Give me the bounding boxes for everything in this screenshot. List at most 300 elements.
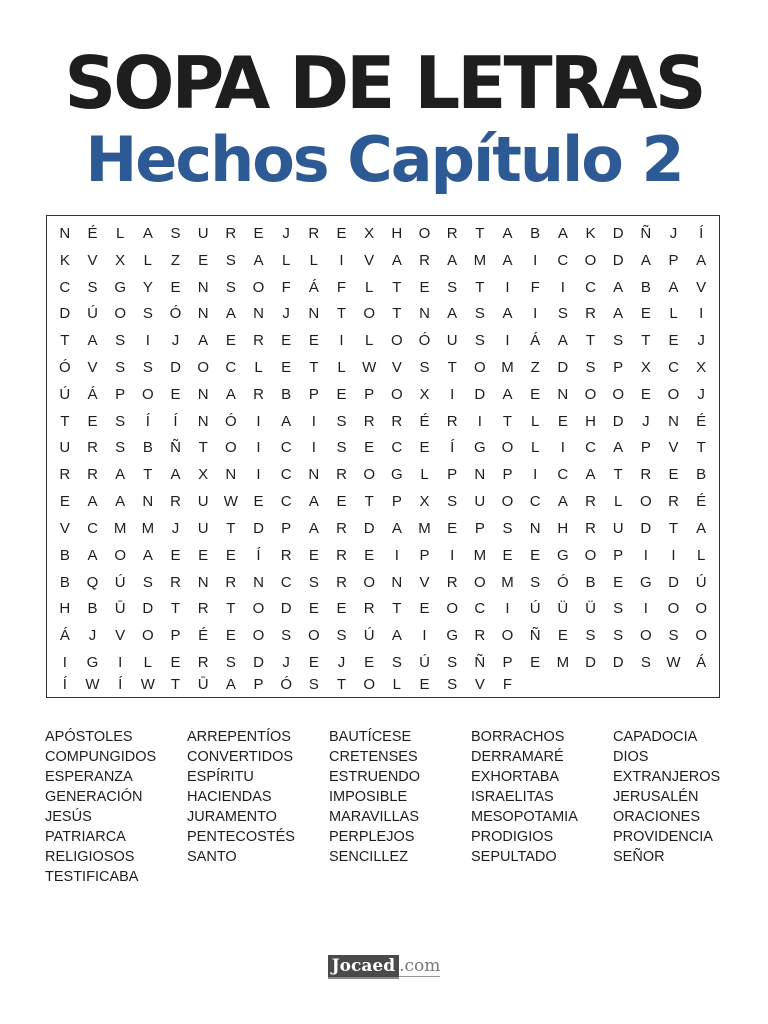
grid-letter: O xyxy=(252,627,265,645)
grid-letter: D xyxy=(280,600,292,618)
grid-letter: A xyxy=(557,332,568,350)
grid-letter: R xyxy=(640,466,652,484)
grid-letter: N xyxy=(557,385,569,403)
grid-letter: O xyxy=(141,627,154,645)
grid-letter: É xyxy=(696,493,707,511)
grid-letter: G xyxy=(86,654,99,672)
grid-letter: R xyxy=(585,493,596,511)
grid-letter: Ú xyxy=(529,600,541,618)
grid-letter: Á xyxy=(696,654,707,672)
grid-letter: T xyxy=(60,412,70,430)
grid-letter: C xyxy=(280,439,292,457)
grid-letter: S xyxy=(142,359,153,377)
word-list-item: JESÚS xyxy=(45,809,92,825)
grid-letter: P xyxy=(419,546,430,564)
grid-letter: R xyxy=(446,573,458,591)
grid-letter: N xyxy=(308,305,320,323)
grid-letter: L xyxy=(696,546,706,564)
grid-letter: S xyxy=(668,627,679,645)
grid-letter: P xyxy=(640,439,651,457)
grid-letter: E xyxy=(447,519,458,537)
grid-letter: T xyxy=(170,676,181,693)
grid-letter: R xyxy=(225,573,237,591)
grid-letter: U xyxy=(474,493,486,511)
grid-letter: B xyxy=(59,546,70,564)
grid-letter: W xyxy=(362,359,377,377)
grid-letter: M xyxy=(473,251,487,269)
grid-letter: I xyxy=(394,546,399,564)
grid-letter: W xyxy=(666,654,681,672)
grid-letter: A xyxy=(502,305,513,323)
grid-letter: N xyxy=(197,385,209,403)
grid-letter: E xyxy=(170,654,181,672)
grid-letter: T xyxy=(502,412,513,430)
word-search-grid xyxy=(46,215,720,698)
grid-letter: I xyxy=(450,385,455,403)
grid-letter: E xyxy=(308,332,319,350)
grid-letter: R xyxy=(197,654,209,672)
grid-letter: G xyxy=(446,627,458,645)
grid-letter: Í xyxy=(145,412,150,430)
grid-letter: I xyxy=(339,332,344,350)
grid-letter: T xyxy=(198,439,208,457)
grid-letter: E xyxy=(364,654,375,672)
grid-letter: Ü xyxy=(557,600,569,618)
grid-letter: A xyxy=(87,546,98,564)
word-list-item xyxy=(329,867,471,887)
grid-letter: Á xyxy=(530,332,541,350)
grid-letter: R xyxy=(308,224,320,242)
grid-letter: Ó xyxy=(280,676,292,693)
grid-letter: U xyxy=(446,332,458,350)
grid-letter: E xyxy=(281,332,292,350)
grid-letter: O xyxy=(114,305,126,323)
grid-letter: X xyxy=(696,359,707,377)
grid-letter: P xyxy=(391,493,402,511)
grid-letter: S xyxy=(142,305,153,323)
grid-letter: S xyxy=(281,627,292,645)
grid-letter: D xyxy=(170,359,181,377)
grid-letter: D xyxy=(142,600,154,618)
grid-letter: S xyxy=(419,359,430,377)
grid-letter: R xyxy=(419,251,430,269)
grid-letter: V xyxy=(474,676,485,693)
grid-letter: Í xyxy=(256,546,261,564)
grid-letter: F xyxy=(281,278,291,296)
grid-letter: Ó xyxy=(556,573,569,591)
grid-letter: T xyxy=(668,519,679,537)
grid-letter: R xyxy=(336,519,347,537)
grid-letter: L xyxy=(364,332,374,350)
grid-letter: Ú xyxy=(87,305,98,323)
grid-letter: E xyxy=(87,412,98,430)
grid-letter: D xyxy=(253,654,264,672)
grid-letter: C xyxy=(474,600,486,618)
word-list-item: IMPOSIBLE xyxy=(329,789,408,805)
grid-letter: O xyxy=(639,493,652,511)
grid-letter: S xyxy=(502,519,513,537)
grid-letter: O xyxy=(473,573,486,591)
grid-letter: W xyxy=(85,676,100,693)
grid-letter: X xyxy=(640,359,651,377)
grid-letter: N xyxy=(474,466,486,484)
grid-letter: P xyxy=(502,654,513,672)
grid-letter: E xyxy=(364,546,375,564)
grid-letter: A xyxy=(198,332,209,350)
grid-letter: S xyxy=(115,412,126,430)
grid-letter: O xyxy=(501,627,514,645)
grid-letter: C xyxy=(557,466,569,484)
grid-letter: E xyxy=(419,439,430,457)
grid-letter: S xyxy=(225,654,236,672)
grid-letter: I xyxy=(505,332,510,350)
grid-letter: V xyxy=(696,278,707,296)
word-list-item: PENTECOSTÉS xyxy=(187,829,295,845)
grid-letter: N xyxy=(225,466,237,484)
grid-letter: O xyxy=(307,627,320,645)
grid-letter: Ñ xyxy=(529,627,541,645)
grid-letter: O xyxy=(390,332,403,350)
grid-letter: A xyxy=(142,546,153,564)
grid-letter: O xyxy=(473,359,486,377)
grid-letter: X xyxy=(198,466,209,484)
grid-letter: R xyxy=(197,600,209,618)
grid-letter: U xyxy=(197,224,209,242)
grid-letter: O xyxy=(667,385,680,403)
grid-letter: E xyxy=(281,359,292,377)
grid-letter: Ú xyxy=(363,627,375,645)
grid-letter: R xyxy=(336,546,347,564)
grid-letter: E xyxy=(225,332,236,350)
grid-letter: I xyxy=(560,439,565,457)
grid-letter: S xyxy=(225,278,236,296)
grid-letter: Ú xyxy=(114,573,126,591)
grid-letter: É xyxy=(198,627,209,645)
grid-letter: R xyxy=(59,466,71,484)
grid-letter: S xyxy=(447,654,458,672)
grid-letter: A xyxy=(640,251,651,269)
grid-letter: L xyxy=(143,654,152,672)
grid-letter: O xyxy=(584,385,597,403)
grid-letter: O xyxy=(363,305,375,323)
grid-letter: L xyxy=(309,251,318,269)
word-list-item: BORRACHOS xyxy=(471,729,565,745)
grid-letter: Ū xyxy=(197,676,209,693)
grid-letter: C xyxy=(280,573,292,591)
grid-letter: I xyxy=(533,251,538,269)
grid-letter: E xyxy=(198,251,209,269)
grid-letter: T xyxy=(309,359,319,377)
grid-letter: A xyxy=(391,251,402,269)
grid-letter: Y xyxy=(142,278,153,296)
grid-letter: R xyxy=(87,439,98,457)
grid-letter: A xyxy=(225,385,236,403)
grid-letter: F xyxy=(530,278,540,296)
grid-letter: L xyxy=(392,676,401,693)
grid-letter: O xyxy=(363,466,375,484)
grid-letter: O xyxy=(418,224,431,242)
grid-letter: I xyxy=(450,546,455,564)
word-list-item: SEÑOR xyxy=(613,849,665,865)
grid-letter: B xyxy=(696,466,707,484)
grid-letter: J xyxy=(642,412,650,430)
grid-letter: N xyxy=(59,224,71,242)
grid-letter: Ó xyxy=(169,305,182,323)
grid-letter: V xyxy=(364,251,375,269)
grid-letter: T xyxy=(226,600,236,618)
grid-letter: C xyxy=(585,278,596,296)
grid-letter: C xyxy=(529,493,541,511)
grid-letter: B xyxy=(530,224,541,242)
grid-letter: A xyxy=(613,278,624,296)
grid-letter: V xyxy=(59,519,70,537)
grid-letter: P xyxy=(502,466,513,484)
grid-letter: S xyxy=(336,627,347,645)
grid-letter: F xyxy=(502,676,513,693)
grid-letter: R xyxy=(253,332,264,350)
grid-letter: S xyxy=(613,627,624,645)
grid-letter: A xyxy=(502,385,513,403)
word-list-item: PERPLEJOS xyxy=(329,829,415,845)
grid-letter: S xyxy=(447,676,458,693)
grid-letter: Í xyxy=(118,676,123,693)
grid-letter: O xyxy=(584,251,597,269)
grid-letter: L xyxy=(530,412,540,430)
word-list-item xyxy=(613,867,755,887)
grid-letter: Í xyxy=(173,412,178,430)
grid-letter: L xyxy=(669,305,678,323)
grid-letter: Ñ xyxy=(170,439,181,457)
grid-letter: P xyxy=(474,519,485,537)
word-list-item xyxy=(471,867,613,887)
grid-letter: Ú xyxy=(59,385,71,403)
word-list-item: EXHORTABA xyxy=(471,769,560,785)
grid-letter: S xyxy=(613,332,624,350)
grid-letter: R xyxy=(446,224,458,242)
grid-letter: T xyxy=(696,439,706,457)
grid-letter: I xyxy=(256,412,261,430)
grid-letter: I xyxy=(118,654,123,672)
grid-letter: B xyxy=(281,385,292,403)
grid-letter: Z xyxy=(530,359,540,377)
grid-letter: É xyxy=(419,412,430,430)
grid-letter: Í xyxy=(699,224,704,242)
grid-letter: P xyxy=(668,251,679,269)
word-list-item: CONVERTIDOS xyxy=(187,749,294,765)
grid-letter: M xyxy=(473,546,487,564)
grid-letter: U xyxy=(59,439,71,457)
word-list-item: ISRAELITAS xyxy=(471,789,554,805)
word-list-item: BAUTÍCESE xyxy=(329,729,412,745)
grid-letter: B xyxy=(640,278,651,296)
grid-letter: N xyxy=(197,305,209,323)
grid-letter: D xyxy=(474,385,486,403)
word-list-item: ESTRUENDO xyxy=(329,769,421,785)
grid-letter: N xyxy=(197,573,209,591)
grid-letter: A xyxy=(391,519,402,537)
word-list-item: PROVIDENCIA xyxy=(613,829,713,845)
grid-letter: M xyxy=(418,519,431,537)
grid-letter: N xyxy=(197,278,209,296)
grid-letter: I xyxy=(339,251,344,269)
grid-letter: P xyxy=(115,385,126,403)
grid-letter: G xyxy=(473,439,486,457)
grid-letter: S xyxy=(474,305,485,323)
grid-letter: C xyxy=(225,359,237,377)
grid-letter: C xyxy=(668,359,679,377)
grid-letter: O xyxy=(695,600,707,618)
grid-letter: J xyxy=(171,519,180,537)
grid-letter: R xyxy=(668,493,679,511)
grid-letter: O xyxy=(446,600,458,618)
grid-letter: Ú xyxy=(695,573,707,591)
grid-letter: D xyxy=(668,573,679,591)
grid-letter: E xyxy=(59,493,70,511)
grid-letter: W xyxy=(140,676,155,693)
grid-letter: N xyxy=(253,573,264,591)
grid-letter: B xyxy=(142,439,153,457)
grid-letter: Z xyxy=(170,251,181,269)
grid-letter: T xyxy=(392,305,402,323)
grid-letter: J xyxy=(282,654,290,672)
grid-letter: N xyxy=(391,573,403,591)
grid-letter: S xyxy=(142,573,153,591)
word-list-item: RELIGIOSOS xyxy=(45,849,135,865)
grid-letter: S xyxy=(115,332,126,350)
grid-letter: M xyxy=(556,654,570,672)
grid-letter: A xyxy=(115,493,126,511)
grid-letter: S xyxy=(225,251,236,269)
word-list-item: SANTO xyxy=(187,849,237,865)
grid-letter: R xyxy=(363,600,375,618)
grid-letter: A xyxy=(281,412,292,430)
grid-letter: D xyxy=(59,305,71,323)
grid-letter: S xyxy=(585,359,596,377)
grid-letter: J xyxy=(697,332,705,350)
grid-letter: G xyxy=(390,466,403,484)
grid-letter: S xyxy=(530,573,541,591)
grid-letter: T xyxy=(641,332,651,350)
grid-letter: R xyxy=(225,224,237,242)
grid-letter: P xyxy=(613,546,624,564)
grid-letter: U xyxy=(197,519,209,537)
grid-letter: D xyxy=(612,412,624,430)
word-list-item: TESTIFICABA xyxy=(45,869,139,885)
grid-letter: J xyxy=(282,224,290,242)
grid-letter: O xyxy=(501,439,514,457)
grid-letter: K xyxy=(59,251,70,269)
grid-letter: S xyxy=(170,224,181,242)
grid-letter: X xyxy=(419,385,430,403)
grid-letter: E xyxy=(419,676,430,693)
grid-letter: G xyxy=(556,546,569,564)
grid-letter: Í xyxy=(62,676,67,693)
grid-letter: L xyxy=(281,251,291,269)
grid-letter: S xyxy=(308,676,319,693)
grid-letter: E xyxy=(336,600,347,618)
grid-letter: E xyxy=(308,600,319,618)
logo-domain: .com xyxy=(399,956,441,976)
page-subtitle: Hechos Capítulo 2 xyxy=(85,123,683,196)
word-list-item: MARAVILLAS xyxy=(329,809,419,825)
grid-letter: C xyxy=(391,439,403,457)
grid-letter: V xyxy=(115,627,126,645)
grid-letter: Á xyxy=(308,278,319,296)
grid-letter: S xyxy=(447,278,458,296)
grid-letter: W xyxy=(223,493,238,511)
grid-letter: B xyxy=(59,573,70,591)
grid-letter: É xyxy=(696,412,707,430)
grid-letter: N xyxy=(308,466,320,484)
grid-letter: E xyxy=(336,493,347,511)
word-list-item: ESPÍRITU xyxy=(187,769,254,785)
grid-letter: G xyxy=(639,573,652,591)
grid-letter: T xyxy=(392,278,402,296)
grid-letter: N xyxy=(197,412,209,430)
grid-letter: E xyxy=(640,385,651,403)
grid-letter: T xyxy=(364,493,374,511)
grid-letter: A xyxy=(696,251,707,269)
grid-letter: S xyxy=(87,278,98,296)
grid-letter: R xyxy=(170,573,181,591)
grid-letter: E xyxy=(170,385,181,403)
grid-letter: I xyxy=(533,305,538,323)
grid-letter: U xyxy=(197,493,209,511)
grid-letter: O xyxy=(363,573,375,591)
grid-letter: X xyxy=(419,493,430,511)
grid-letter: X xyxy=(364,224,375,242)
grid-letter: L xyxy=(613,493,623,511)
grid-letter: L xyxy=(364,278,374,296)
grid-letter: X xyxy=(115,251,126,269)
grid-letter: C xyxy=(59,278,71,296)
word-list-item: EXTRANJEROS xyxy=(613,769,721,785)
grid-letter: E xyxy=(668,466,679,484)
grid-letter: D xyxy=(585,654,596,672)
grid-letter: V xyxy=(419,573,430,591)
grid-letter: J xyxy=(697,385,705,403)
grid-letter: Ñ xyxy=(474,654,486,672)
grid-letter: A xyxy=(253,251,264,269)
grid-letter: V xyxy=(391,359,402,377)
grid-letter: Ü xyxy=(585,600,596,618)
word-list-item: APÓSTOLES xyxy=(45,729,133,745)
grid-letter: E xyxy=(557,412,568,430)
grid-letter: H xyxy=(557,519,569,537)
grid-letter: O xyxy=(639,627,652,645)
grid-letter: V xyxy=(87,359,98,377)
grid-letter: J xyxy=(669,224,678,242)
grid-letter: I xyxy=(505,600,510,618)
grid-letter: D xyxy=(612,654,624,672)
grid-letter: I xyxy=(505,278,510,296)
grid-letter: D xyxy=(640,519,652,537)
grid-letter: R xyxy=(474,627,486,645)
grid-letter: S xyxy=(336,412,347,430)
grid-letter: N xyxy=(253,305,264,323)
grid-letter: Á xyxy=(59,627,70,645)
grid-letter: A xyxy=(447,251,458,269)
grid-letter: I xyxy=(422,627,427,645)
grid-letter: E xyxy=(364,439,375,457)
grid-letter: N xyxy=(419,305,430,323)
grid-letter: S xyxy=(585,627,596,645)
grid-letter: R xyxy=(170,493,181,511)
grid-letter: P xyxy=(170,627,181,645)
grid-letter: A xyxy=(170,466,181,484)
grid-letter: A xyxy=(585,466,596,484)
word-list-item xyxy=(187,867,329,887)
